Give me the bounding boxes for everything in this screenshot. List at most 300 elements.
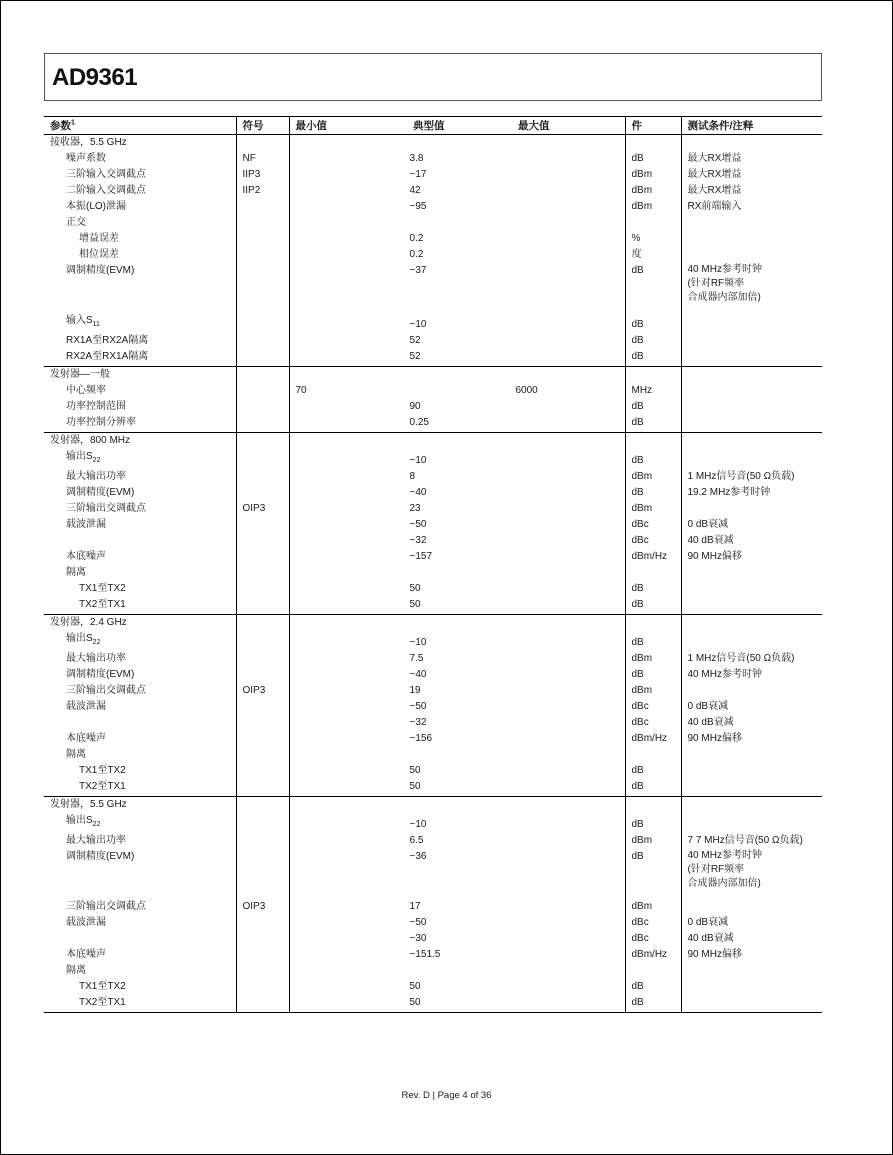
table-row xyxy=(44,565,822,581)
table-row xyxy=(44,263,822,313)
table-row xyxy=(44,963,822,979)
unit-cell xyxy=(625,747,681,763)
param-cell: 功率控制范围 xyxy=(66,401,126,412)
symbol-cell xyxy=(236,615,289,632)
symbol-cell xyxy=(236,631,289,651)
param-cell: 隔离 xyxy=(66,965,86,976)
table-row xyxy=(44,231,822,247)
symbol-cell: NF xyxy=(236,151,289,167)
values-cell xyxy=(289,581,625,597)
values-cell xyxy=(289,995,625,1013)
symbol-cell xyxy=(236,931,289,947)
param-cell: TX1至TX2 xyxy=(79,981,126,992)
notes-cell xyxy=(681,135,822,152)
values-cell xyxy=(289,151,625,167)
symbol-cell xyxy=(236,667,289,683)
table-row xyxy=(44,313,822,333)
symbol-cell xyxy=(236,597,289,615)
values-cell xyxy=(289,517,625,533)
notes-cell: 19.2 MHz参考时钟 xyxy=(681,485,822,501)
typ-value: 0.2 xyxy=(409,249,424,260)
header-values xyxy=(289,117,625,135)
header-param: 参数$^1$ xyxy=(44,117,236,135)
values-cell xyxy=(289,167,625,183)
unit-cell: dBm xyxy=(625,683,681,699)
table-row xyxy=(44,517,822,533)
typ-value: −10 xyxy=(409,455,427,466)
symbol-cell xyxy=(236,731,289,747)
notes-cell: 40 dB衰减 xyxy=(681,715,822,731)
unit-cell xyxy=(625,565,681,581)
notes-cell xyxy=(681,399,822,415)
unit-cell: dBm xyxy=(625,199,681,215)
values-cell xyxy=(289,979,625,995)
param-cell: 最大输出功率 xyxy=(66,653,126,664)
symbol-cell xyxy=(236,383,289,399)
typ-value: 42 xyxy=(409,185,421,196)
symbol-cell xyxy=(236,979,289,995)
unit-cell: 度 xyxy=(625,247,681,263)
symbol-cell: OIP3 xyxy=(236,899,289,915)
param-cell: 发射器—一般 xyxy=(50,369,110,380)
values-cell xyxy=(289,651,625,667)
typ-value: −10 xyxy=(409,637,427,648)
typ-value: 23 xyxy=(409,503,421,514)
typ-value: 8 xyxy=(409,471,416,482)
symbol-cell xyxy=(236,549,289,565)
table-row xyxy=(44,849,822,899)
unit-cell: MHz xyxy=(625,383,681,399)
typ-value: −40 xyxy=(409,669,427,680)
symbol-cell: IIP2 xyxy=(236,183,289,199)
param-cell: TX2至TX1 xyxy=(79,997,126,1008)
param-cell xyxy=(44,533,236,549)
symbol-cell xyxy=(236,199,289,215)
symbol-cell xyxy=(236,333,289,349)
typ-value: 19 xyxy=(409,685,421,696)
unit-cell: dB xyxy=(625,763,681,779)
symbol-cell xyxy=(236,533,289,549)
notes-cell xyxy=(681,597,822,615)
values-cell xyxy=(289,667,625,683)
unit-cell: dB xyxy=(625,779,681,797)
values-cell xyxy=(289,899,625,915)
page-footer: Rev. D | Page 4 of 36 xyxy=(401,1090,492,1101)
table-section xyxy=(44,615,822,797)
table-row xyxy=(44,151,822,167)
header-min: 最小值 xyxy=(295,119,327,132)
typ-value: 17 xyxy=(409,901,421,912)
values-cell xyxy=(289,263,625,313)
unit-cell: dB xyxy=(625,349,681,367)
notes-cell xyxy=(681,615,822,632)
unit-cell: dB xyxy=(625,813,681,833)
values-cell xyxy=(289,683,625,699)
typ-value: 50 xyxy=(409,765,421,776)
param-cell: 中心频率 xyxy=(66,385,106,396)
param-cell: 三阶输出交调截点 xyxy=(66,901,146,912)
header-notes: 测试条件/注释 xyxy=(681,117,822,135)
param-cell: 发射器，2.4 GHz xyxy=(50,617,127,628)
typ-value: 50 xyxy=(409,583,421,594)
table-row xyxy=(44,931,822,947)
notes-cell xyxy=(681,333,822,349)
param-cell: 三阶输入交调截点 xyxy=(66,169,146,180)
notes-cell: 40 MHz参考时钟 xyxy=(681,667,822,683)
param-cell: RX2A至RX1A隔离 xyxy=(66,351,149,362)
unit-cell: dBc xyxy=(625,533,681,549)
header-symbol: 符号 xyxy=(236,117,289,135)
notes-cell xyxy=(681,415,822,433)
param-cell: 载波泄漏 xyxy=(66,701,106,712)
unit-cell: dBc xyxy=(625,931,681,947)
values-cell xyxy=(289,199,625,215)
notes-cell xyxy=(681,565,822,581)
unit-cell: dBm xyxy=(625,167,681,183)
table-row xyxy=(44,899,822,915)
typ-value: 6.5 xyxy=(409,835,424,846)
symbol-cell xyxy=(236,995,289,1013)
values-cell xyxy=(289,747,625,763)
values-cell xyxy=(289,631,625,651)
unit-cell xyxy=(625,433,681,450)
table-row xyxy=(44,383,822,399)
table-row xyxy=(44,367,822,384)
table-row xyxy=(44,915,822,931)
table-row xyxy=(44,651,822,667)
unit-cell xyxy=(625,963,681,979)
notes-cell xyxy=(681,349,822,367)
symbol-cell: OIP3 xyxy=(236,501,289,517)
notes-cell xyxy=(681,247,822,263)
unit-cell: dB xyxy=(625,597,681,615)
param-cell: 输出$S_{22}$ xyxy=(66,451,101,464)
values-cell xyxy=(289,813,625,833)
typ-value: 7.5 xyxy=(409,653,424,664)
table-header-row xyxy=(44,117,822,135)
param-cell: 本振(LO)泄漏 xyxy=(66,201,126,212)
values-cell xyxy=(289,215,625,231)
typ-value: 50 xyxy=(409,781,421,792)
table-row xyxy=(44,485,822,501)
symbol-cell xyxy=(236,215,289,231)
table-row xyxy=(44,469,822,485)
typ-value: −50 xyxy=(409,519,427,530)
typ-value: 0.2 xyxy=(409,233,424,244)
unit-cell: dBm xyxy=(625,183,681,199)
header-max: 最大值 xyxy=(518,119,550,132)
notes-cell: RX前端输入 xyxy=(681,199,822,215)
notes-cell xyxy=(681,231,822,247)
param-cell: 增益误差 xyxy=(79,233,119,244)
unit-cell: dBm/Hz xyxy=(625,947,681,963)
param-cell: 相位误差 xyxy=(79,249,119,260)
table-row xyxy=(44,979,822,995)
unit-cell: dB xyxy=(625,849,681,899)
param-cell: 调制精度(EVM) xyxy=(66,669,135,680)
typ-value: −17 xyxy=(409,169,427,180)
symbol-cell xyxy=(236,415,289,433)
typ-value: 50 xyxy=(409,997,421,1008)
table-section xyxy=(44,433,822,615)
unit-cell: dB xyxy=(625,485,681,501)
typ-value: 50 xyxy=(409,599,421,610)
table-row xyxy=(44,779,822,797)
values-cell xyxy=(289,915,625,931)
param-cell: 发射器，800 MHz xyxy=(50,435,131,446)
unit-cell: dBm/Hz xyxy=(625,731,681,747)
notes-cell: 0 dB衰减 xyxy=(681,915,822,931)
min-value: 70 xyxy=(295,385,307,396)
table-row xyxy=(44,433,822,450)
notes-cell xyxy=(681,581,822,597)
values-cell xyxy=(289,231,625,247)
symbol-cell xyxy=(236,779,289,797)
unit-cell: dBc xyxy=(625,699,681,715)
notes-cell xyxy=(681,779,822,797)
symbol-cell xyxy=(236,963,289,979)
symbol-cell xyxy=(236,247,289,263)
param-cell: 输出$S_{22}$ xyxy=(66,815,101,828)
unit-cell: dBm xyxy=(625,899,681,915)
values-cell xyxy=(289,549,625,565)
symbol-cell xyxy=(236,469,289,485)
table-section xyxy=(44,135,822,367)
symbol-cell xyxy=(236,581,289,597)
typ-value: 52 xyxy=(409,335,421,346)
values-cell xyxy=(289,485,625,501)
unit-cell: dB xyxy=(625,151,681,167)
values-cell xyxy=(289,433,625,450)
unit-cell: dBc xyxy=(625,915,681,931)
unit-cell: dB xyxy=(625,631,681,651)
table-row xyxy=(44,533,822,549)
typ-value: −156 xyxy=(409,733,433,744)
symbol-cell xyxy=(236,813,289,833)
symbol-cell xyxy=(236,715,289,731)
values-cell xyxy=(289,247,625,263)
values-cell xyxy=(289,367,625,384)
notes-cell: 90 MHz偏移 xyxy=(681,549,822,565)
symbol-cell xyxy=(236,231,289,247)
param-cell: 三阶输出交调截点 xyxy=(66,685,146,696)
param-cell: 发射器，5.5 GHz xyxy=(50,799,127,810)
values-cell xyxy=(289,415,625,433)
unit-cell: dB xyxy=(625,449,681,469)
symbol-cell xyxy=(236,565,289,581)
table-row xyxy=(44,797,822,814)
param-cell: 三阶输出交调截点 xyxy=(66,503,146,514)
table-row xyxy=(44,747,822,763)
table-row xyxy=(44,667,822,683)
param-cell: 本底噪声 xyxy=(66,949,106,960)
symbol-cell xyxy=(236,313,289,333)
notes-cell xyxy=(681,383,822,399)
table-row xyxy=(44,349,822,367)
symbol-cell xyxy=(236,485,289,501)
symbol-cell xyxy=(236,349,289,367)
param-cell: 二阶输入交调截点 xyxy=(66,185,146,196)
table-row xyxy=(44,333,822,349)
values-cell xyxy=(289,731,625,747)
symbol-cell xyxy=(236,651,289,667)
values-cell xyxy=(289,963,625,979)
header-typ: 典型值 xyxy=(413,119,445,132)
unit-cell xyxy=(625,215,681,231)
param-cell: 调制精度(EVM) xyxy=(66,851,135,862)
max-value: 6000 xyxy=(515,385,538,396)
notes-cell xyxy=(681,367,822,384)
notes-cell xyxy=(681,797,822,814)
notes-cell: 1 MHz信号音(50 Ω负载) xyxy=(681,469,822,485)
notes-cell: 最大RX增益 xyxy=(681,183,822,199)
notes-cell: 40 dB衰减 xyxy=(681,931,822,947)
notes-cell xyxy=(681,501,822,517)
typ-value: 0.25 xyxy=(409,417,429,428)
param-cell: RX1A至RX2A隔离 xyxy=(66,335,149,346)
values-cell xyxy=(289,763,625,779)
unit-cell: dB xyxy=(625,263,681,313)
typ-value: 52 xyxy=(409,351,421,362)
values-cell xyxy=(289,313,625,333)
table-row xyxy=(44,135,822,152)
unit-cell: dB xyxy=(625,979,681,995)
notes-cell: 0 dB衰减 xyxy=(681,517,822,533)
values-cell xyxy=(289,931,625,947)
values-cell xyxy=(289,597,625,615)
param-cell: 正交 xyxy=(66,217,86,228)
notes-cell: 40 dB衰减 xyxy=(681,533,822,549)
notes-cell xyxy=(681,979,822,995)
symbol-cell xyxy=(236,915,289,931)
typ-value: −32 xyxy=(409,535,427,546)
values-cell xyxy=(289,183,625,199)
notes-cell xyxy=(681,763,822,779)
title-box xyxy=(44,53,822,101)
unit-cell: % xyxy=(625,231,681,247)
typ-value: −50 xyxy=(409,917,427,928)
param-cell: 噪声系数 xyxy=(66,153,106,164)
notes-cell xyxy=(681,963,822,979)
notes-cell: 90 MHz偏移 xyxy=(681,947,822,963)
values-cell xyxy=(289,501,625,517)
param-cell: 接收器，5.5 GHz xyxy=(50,137,127,148)
typ-value: −30 xyxy=(409,933,427,944)
symbol-cell xyxy=(236,849,289,899)
notes-cell: 40 MHz参考时钟 (针对RF频率 合成器内部加倍) xyxy=(681,849,822,899)
table-row xyxy=(44,597,822,615)
table-row xyxy=(44,247,822,263)
typ-value: −50 xyxy=(409,701,427,712)
notes-cell xyxy=(681,683,822,699)
param-cell: 载波泄漏 xyxy=(66,917,106,928)
table-row xyxy=(44,501,822,517)
table-row xyxy=(44,699,822,715)
typ-value: −151.5 xyxy=(409,949,441,960)
table-row xyxy=(44,833,822,849)
unit-cell: dBm xyxy=(625,469,681,485)
values-cell xyxy=(289,399,625,415)
notes-cell xyxy=(681,899,822,915)
param-cell: TX2至TX1 xyxy=(79,781,126,792)
unit-cell: dBm xyxy=(625,833,681,849)
typ-value: −37 xyxy=(409,265,427,276)
table-row xyxy=(44,731,822,747)
table-row xyxy=(44,615,822,632)
values-cell xyxy=(289,565,625,581)
table-row xyxy=(44,631,822,651)
param-cell: TX1至TX2 xyxy=(79,583,126,594)
notes-cell: 最大RX增益 xyxy=(681,167,822,183)
typ-value: −40 xyxy=(409,487,427,498)
typ-value: 90 xyxy=(409,401,421,412)
unit-cell: dB xyxy=(625,313,681,333)
symbol-cell xyxy=(236,763,289,779)
table-row xyxy=(44,167,822,183)
document-title: AD9361 xyxy=(52,64,138,91)
unit-cell: dBm xyxy=(625,501,681,517)
typ-value: −10 xyxy=(409,319,427,330)
notes-cell: 最大RX增益 xyxy=(681,151,822,167)
symbol-cell xyxy=(236,399,289,415)
param-cell: 隔离 xyxy=(66,749,86,760)
symbol-cell: OIP3 xyxy=(236,683,289,699)
symbol-cell xyxy=(236,263,289,313)
notes-cell xyxy=(681,313,822,333)
symbol-cell xyxy=(236,833,289,849)
symbol-cell xyxy=(236,699,289,715)
table-row xyxy=(44,995,822,1013)
table-row xyxy=(44,183,822,199)
specifications-table xyxy=(44,116,822,1013)
values-cell xyxy=(289,615,625,632)
table-section xyxy=(44,367,822,433)
symbol-cell xyxy=(236,367,289,384)
param-cell: 最大输出功率 xyxy=(66,471,126,482)
table-row xyxy=(44,581,822,597)
unit-cell: dBm/Hz xyxy=(625,549,681,565)
symbol-cell xyxy=(236,747,289,763)
unit-cell: dB xyxy=(625,399,681,415)
symbol-cell xyxy=(236,433,289,450)
values-cell xyxy=(289,449,625,469)
values-cell xyxy=(289,947,625,963)
unit-cell xyxy=(625,797,681,814)
param-cell: 功率控制分辨率 xyxy=(66,417,136,428)
unit-cell: dB xyxy=(625,581,681,597)
table-row xyxy=(44,399,822,415)
table-section xyxy=(44,797,822,1013)
table-row xyxy=(44,947,822,963)
unit-cell: dB xyxy=(625,333,681,349)
table-row xyxy=(44,199,822,215)
table-row xyxy=(44,549,822,565)
table-row xyxy=(44,215,822,231)
param-cell: 载波泄漏 xyxy=(66,519,106,530)
symbol-cell xyxy=(236,517,289,533)
typ-value: −32 xyxy=(409,717,427,728)
values-cell xyxy=(289,715,625,731)
values-cell xyxy=(289,699,625,715)
unit-cell: dB xyxy=(625,995,681,1013)
values-cell xyxy=(289,833,625,849)
values-cell xyxy=(289,383,625,399)
notes-cell: 7 7 MHz信号音(50 Ω负载) xyxy=(681,833,822,849)
typ-value: −10 xyxy=(409,819,427,830)
unit-cell: dBc xyxy=(625,517,681,533)
typ-value: 3.8 xyxy=(409,153,424,164)
symbol-cell xyxy=(236,797,289,814)
